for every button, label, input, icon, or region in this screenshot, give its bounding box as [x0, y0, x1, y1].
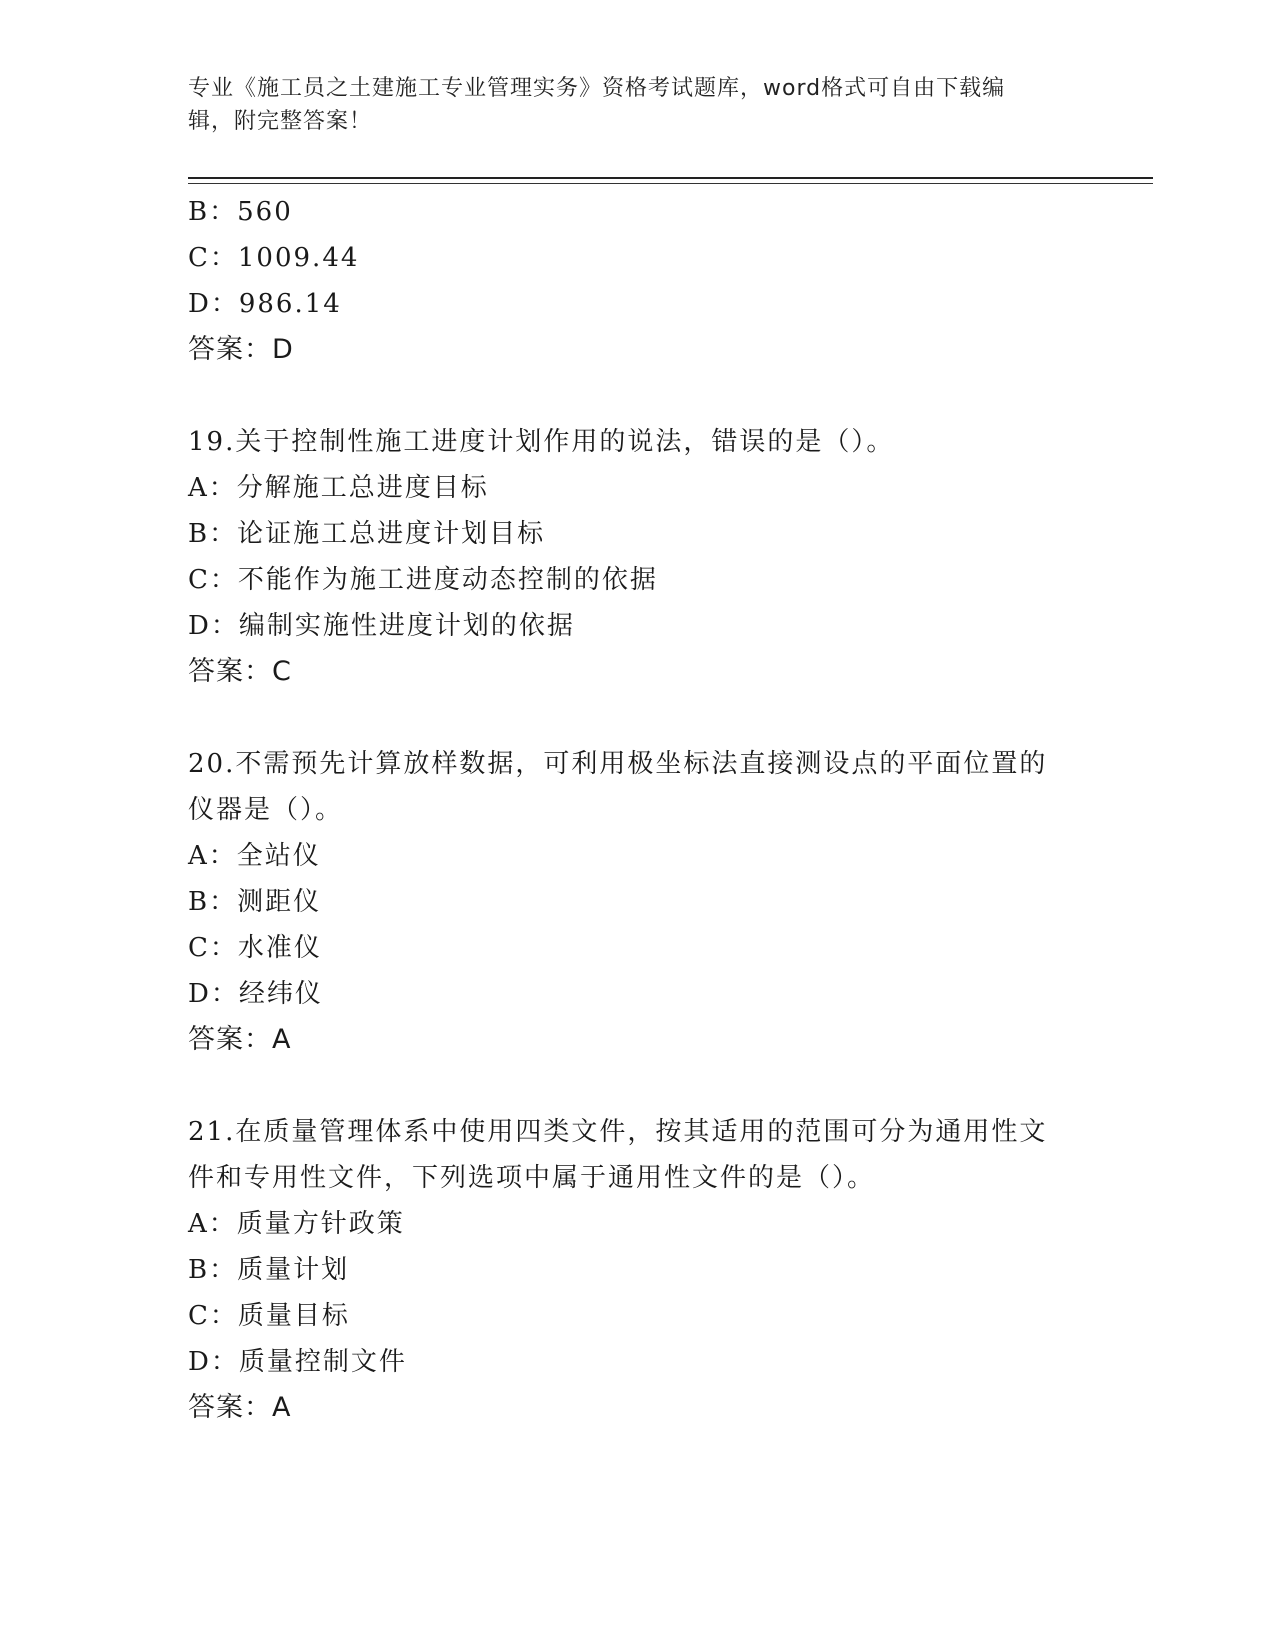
- option-a: A：质量方针政策: [188, 1209, 405, 1239]
- answer-line: 答案：A: [188, 1024, 292, 1055]
- header-line-2: 辑，附完整答案！: [188, 109, 373, 134]
- question-stem-line-1: 21.在质量管理体系中使用四类文件，按其适用的范围可分为通用性文: [188, 1117, 1048, 1147]
- spacer: [188, 695, 1088, 741]
- spacer: [188, 373, 1088, 419]
- question-stem-line-1: 20.不需预先计算放样数据，可利用极坐标法直接测设点的平面位置的: [188, 749, 1048, 779]
- header-line-1: 专业《施工员之土建施工专业管理实务》资格考试题库，word格式可自由下载编: [188, 76, 1006, 101]
- question-stem-line-2: 仪器是（）。: [188, 795, 344, 825]
- option-c: C：水准仪: [188, 933, 322, 963]
- question-stem-line-2: 件和专用性文件，下列选项中属于通用性文件的是（）。: [188, 1163, 876, 1193]
- option-b: B：论证施工总进度计划目标: [188, 519, 546, 549]
- option-b: B：560: [188, 197, 293, 227]
- answer-line: 答案：A: [188, 1392, 292, 1423]
- header-divider-thick: [188, 177, 1153, 179]
- option-d: D：编制实施性进度计划的依据: [188, 611, 575, 641]
- question-stem: 19.关于控制性施工进度计划作用的说法，错误的是（）。: [188, 427, 895, 457]
- option-d: D：经纬仪: [188, 979, 323, 1009]
- option-d: D：986.14: [188, 289, 342, 319]
- question-19-block: [188, 419, 1088, 695]
- option-c: C：不能作为施工进度动态控制的依据: [188, 565, 658, 595]
- header-divider-thin: [188, 183, 1153, 184]
- document-header: [188, 72, 1068, 138]
- option-d: D：质量控制文件: [188, 1347, 407, 1377]
- option-c: C：质量目标: [188, 1301, 350, 1331]
- option-c: C：1009.44: [188, 243, 360, 273]
- question-content: [188, 189, 1088, 1431]
- option-b: B：质量计划: [188, 1255, 350, 1285]
- option-a: A：分解施工总进度目标: [188, 473, 489, 503]
- previous-question-block: [188, 189, 1088, 373]
- option-b: B：测距仪: [188, 887, 322, 917]
- option-a: A：全站仪: [188, 841, 321, 871]
- answer-line: 答案：D: [188, 334, 294, 365]
- question-20-block: [188, 741, 1088, 1063]
- question-21-block: [188, 1109, 1088, 1431]
- answer-line: 答案：C: [188, 656, 292, 687]
- spacer: [188, 1063, 1088, 1109]
